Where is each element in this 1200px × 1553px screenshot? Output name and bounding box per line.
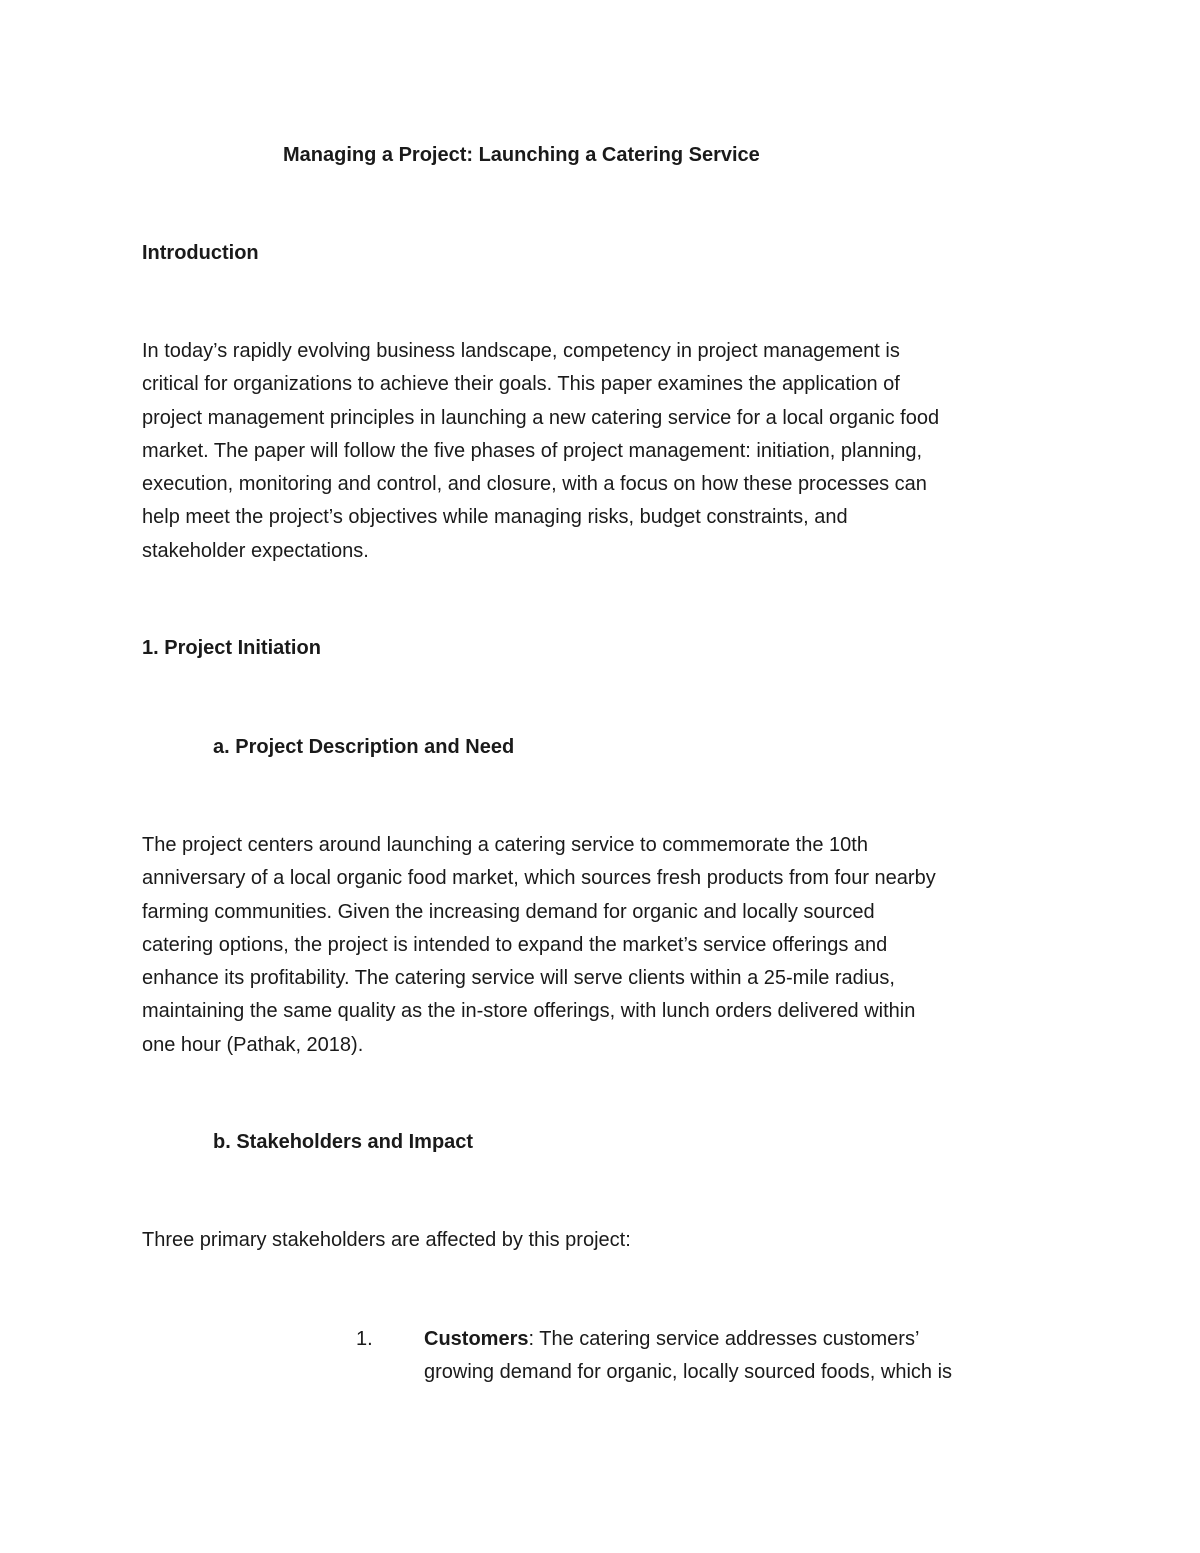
list-item-term: Customers bbox=[424, 1328, 529, 1350]
paragraph-line: critical for organizations to achieve their goals. This paper examines the application of bbox=[142, 373, 900, 396]
paragraph-line: market. The paper will follow the five phases of project management: initiation, planning, bbox=[142, 439, 923, 462]
section-heading-project-initiation: 1. Project Initiation bbox=[142, 637, 321, 659]
paragraph-line: stakeholder expectations. bbox=[142, 539, 369, 562]
paragraph-line: anniversary of a local organic food market, which sources fresh products from four nearby bbox=[142, 867, 936, 890]
list-item-text: : The catering service addresses customers’ bbox=[528, 1328, 920, 1350]
paragraph-line: The project centers around launching a catering service to commemorate the 10th bbox=[142, 834, 868, 856]
paragraph-line: Three primary stakeholders are affected by this project: bbox=[142, 1229, 631, 1251]
paragraph-line: farming communities. Given the increasing demand for organic and locally sourced bbox=[142, 900, 875, 923]
list-item-line bbox=[424, 1323, 1104, 1356]
paragraph-line: project management principles in launching a new catering service for a local organic food bbox=[142, 406, 940, 429]
introduction-paragraph bbox=[142, 335, 1062, 568]
paragraph-line: execution, monitoring and control, and closure, with a focus on how these processes can bbox=[142, 473, 927, 496]
description-paragraph bbox=[142, 829, 1062, 1062]
introduction-heading: Introduction bbox=[142, 242, 259, 264]
paragraph-line: catering options, the project is intended to expand the market’s service offerings and bbox=[142, 933, 888, 956]
paragraph-line: one hour (Pathak, 2018). bbox=[142, 1033, 364, 1056]
document-title: Managing a Project: Launching a Catering Service bbox=[283, 144, 760, 166]
paragraph-line: enhance its profitability. The catering service will serve clients within a 25-mile radius, bbox=[142, 967, 895, 990]
subsection-heading-description: a. Project Description and Need bbox=[213, 736, 515, 758]
paragraph-line: maintaining the same quality as the in-store offerings, with lunch orders delivered within bbox=[142, 1000, 916, 1023]
list-item-body bbox=[424, 1323, 1104, 1390]
subsection-heading-stakeholders: b. Stakeholders and Impact bbox=[213, 1131, 474, 1153]
list-item-line: growing demand for organic, locally sourced foods, which is bbox=[424, 1361, 953, 1384]
paragraph-line: In today’s rapidly evolving business landscape, competency in project management is bbox=[142, 340, 900, 362]
paragraph-line: help meet the project’s objectives while managing risks, budget constraints, and bbox=[142, 506, 848, 529]
list-number: 1. bbox=[356, 1328, 373, 1350]
stakeholders-intro bbox=[142, 1224, 1062, 1257]
